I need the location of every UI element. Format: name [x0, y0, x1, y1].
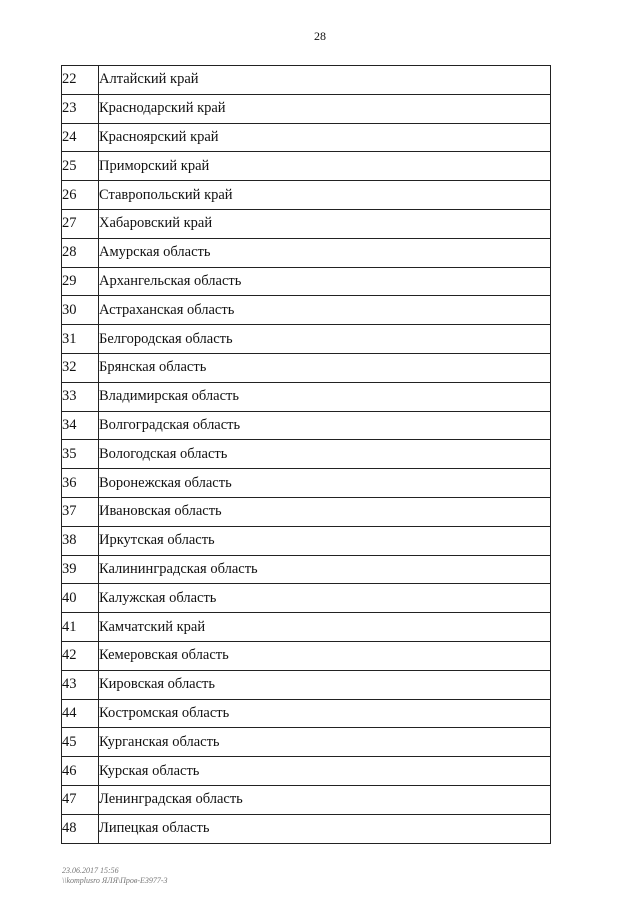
table-row: [62, 785, 551, 814]
table-row: [62, 238, 551, 267]
table-row: [62, 555, 551, 584]
region-name: Архангельская область: [99, 267, 551, 296]
footer-stamp: [62, 866, 168, 886]
table-row: [62, 469, 551, 498]
table-row: [62, 584, 551, 613]
region-name: Воронежская область: [99, 469, 551, 498]
region-name: Ленинградская область: [99, 785, 551, 814]
region-name: Кировская область: [99, 670, 551, 699]
row-number: 27: [62, 209, 99, 238]
row-number: 32: [62, 353, 99, 382]
row-number: 47: [62, 785, 99, 814]
row-number: 25: [62, 152, 99, 181]
region-name: Иркутская область: [99, 526, 551, 555]
row-number: 22: [62, 66, 99, 95]
row-number: 26: [62, 181, 99, 210]
regions-table: [61, 65, 551, 844]
row-number: 35: [62, 440, 99, 469]
row-number: 46: [62, 757, 99, 786]
region-name: Астраханская область: [99, 296, 551, 325]
table-row: [62, 411, 551, 440]
region-name: Красноярский край: [99, 123, 551, 152]
region-name: Краснодарский край: [99, 94, 551, 123]
row-number: 45: [62, 728, 99, 757]
table-row: [62, 382, 551, 411]
row-number: 34: [62, 411, 99, 440]
row-number: 41: [62, 613, 99, 642]
table-row: [62, 728, 551, 757]
row-number: 30: [62, 296, 99, 325]
region-name: Калининградская область: [99, 555, 551, 584]
table-row: [62, 641, 551, 670]
row-number: 44: [62, 699, 99, 728]
table-row: [62, 152, 551, 181]
footer-timestamp: 23.06.2017 15:56: [62, 866, 119, 875]
region-name: Камчатский край: [99, 613, 551, 642]
region-name: Липецкая область: [99, 814, 551, 843]
region-name: Ивановская область: [99, 497, 551, 526]
region-name: Белгородская область: [99, 325, 551, 354]
regions-table-body: [62, 66, 551, 844]
region-name: Кемеровская область: [99, 641, 551, 670]
page-number: 28: [314, 29, 326, 43]
region-name: Амурская область: [99, 238, 551, 267]
row-number: 31: [62, 325, 99, 354]
row-number: 39: [62, 555, 99, 584]
row-number: 24: [62, 123, 99, 152]
table-row: [62, 440, 551, 469]
table-row: [62, 267, 551, 296]
row-number: 36: [62, 469, 99, 498]
region-name: Костромская область: [99, 699, 551, 728]
row-number: 37: [62, 497, 99, 526]
row-number: 40: [62, 584, 99, 613]
region-name: Вологодская область: [99, 440, 551, 469]
row-number: 28: [62, 238, 99, 267]
footer-file-path: \\komplusro ЯЛЯ\Пров-E3977-3: [62, 876, 168, 885]
table-row: [62, 181, 551, 210]
table-row: [62, 94, 551, 123]
table-row: [62, 296, 551, 325]
row-number: 38: [62, 526, 99, 555]
region-name: Приморский край: [99, 152, 551, 181]
row-number: 33: [62, 382, 99, 411]
row-number: 43: [62, 670, 99, 699]
region-name: Калужская область: [99, 584, 551, 613]
table-row: [62, 497, 551, 526]
region-name: Волгоградская область: [99, 411, 551, 440]
table-row: [62, 526, 551, 555]
row-number: 48: [62, 814, 99, 843]
table-row: [62, 757, 551, 786]
table-row: [62, 66, 551, 95]
table-row: [62, 814, 551, 843]
region-name: Хабаровский край: [99, 209, 551, 238]
table-row: [62, 123, 551, 152]
table-row: [62, 325, 551, 354]
row-number: 29: [62, 267, 99, 296]
region-name: Алтайский край: [99, 66, 551, 95]
row-number: 42: [62, 641, 99, 670]
table-row: [62, 353, 551, 382]
region-name: Брянская область: [99, 353, 551, 382]
region-name: Курская область: [99, 757, 551, 786]
table-row: [62, 699, 551, 728]
table-row: [62, 670, 551, 699]
region-name: Курганская область: [99, 728, 551, 757]
table-row: [62, 613, 551, 642]
region-name: Ставропольский край: [99, 181, 551, 210]
region-name: Владимирская область: [99, 382, 551, 411]
table-row: [62, 209, 551, 238]
row-number: 23: [62, 94, 99, 123]
